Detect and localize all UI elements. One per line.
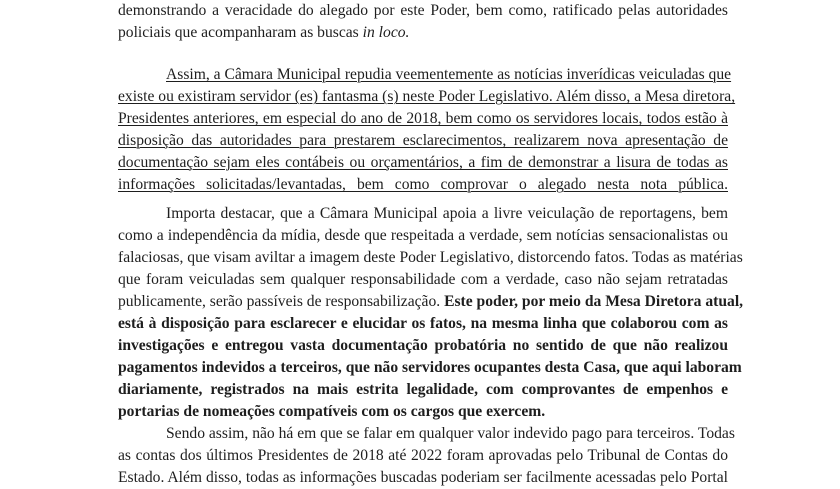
paragraph-2-line-3: falaciosas, que visam aviltar a imagem deste Poder Legislativo, distorcendo fatos. Todas as matérias xyxy=(118,249,743,266)
paragraph-1-line-2: existe ou existiram servidor (es) fantasma (s) neste Poder Legislativo. Além disso, a Mesa diretora, xyxy=(118,88,736,105)
paragraph-1-line-4: disposição das autoridades para prestarem esclarecimentos, realizarem nova apresentação de xyxy=(118,132,728,149)
intro-italic-in-loco: in loco. xyxy=(362,24,410,41)
paragraph-2-bold-line-2: investigações e entregou vasta documentação probatória no sentido de que não realizou xyxy=(118,337,728,354)
paragraph-1-line-1: Assim, a Câmara Municipal repudia veementemente as notícias inverídicas veiculadas que xyxy=(166,66,732,83)
paragraph-2-line-5 xyxy=(118,291,744,313)
paragraph-3-line-3: Estado. Além disso, todas as informações buscadas poderiam ser facilmente acessadas pelo Portal xyxy=(118,469,728,486)
paragraph-2-bold-line-3: pagamentos indevidos a terceiros, que não servidores ocupantes desta Casa, que aqui laboram xyxy=(118,359,742,376)
paragraph-2-line-2: como a independência da mídia, desde que respeitada a verdade, sem notícias sensacionalistas ou xyxy=(118,227,728,244)
paragraph-2-line-1: Importa destacar, que a Câmara Municipal apoia a livre veiculação de reportagens, bem xyxy=(166,205,728,222)
paragraph-2-bold-line-4: diariamente, registrados na mais estrita legalidade, com comprovantes de empenhos e xyxy=(118,381,728,398)
paragraph-2-bold-line-1: está à disposição para esclarecer e elucidar os fatos, na mesma linha que colaborou com as xyxy=(118,315,728,332)
intro-line-2 xyxy=(118,22,728,44)
paragraph-1-line-3: Presidentes anteriores, em especial do ano de 2018, bem como os servidores locais, todos estão à xyxy=(118,110,728,127)
paragraph-1-line-6: informações solicitadas/levantadas, bem como comprovar o alegado nesta nota pública. xyxy=(118,176,728,193)
paragraph-2-line-5-bold: Este poder, por meio da Mesa Diretora atual, xyxy=(444,293,744,310)
intro-line-2-text: policiais que acompanharam as buscas xyxy=(118,24,363,41)
paragraph-2-line-4: que foram veiculadas sem qualquer responsabilidade com a verdade, caso não sejam retratadas xyxy=(118,271,728,288)
paragraph-2-bold-line-5: portarias de nomeações compatíveis com os cargos que exercem. xyxy=(118,403,546,420)
paragraph-1-line-5: documentação sejam eles contábeis ou orçamentários, a fim de demonstrar a lisura de todas as xyxy=(118,154,728,171)
paragraph-3-line-1: Sendo assim, não há em que se falar em qualquer valor indevido pago para terceiros. Todas xyxy=(166,425,735,442)
paragraph-2-line-5-normal: publicamente, serão passíveis de responsabilização. xyxy=(118,293,445,310)
paragraph-3-line-2: as contas dos últimos Presidentes de 2018 até 2022 foram aprovadas pelo Tribunal de Contas do xyxy=(118,447,728,464)
intro-line-1: demonstrando a veracidade do alegado por este Poder, bem como, ratificado pelas autoridades xyxy=(118,2,728,19)
